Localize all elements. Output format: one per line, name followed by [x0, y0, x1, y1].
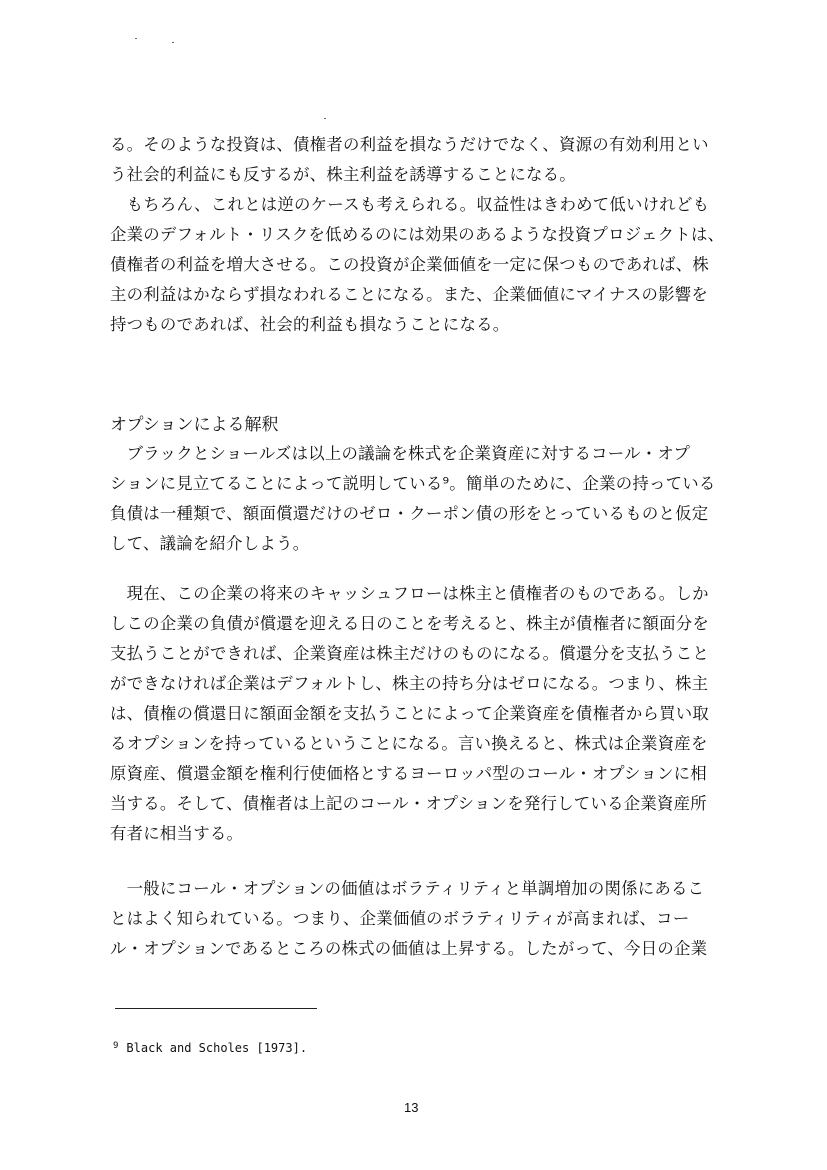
text-line: しこの企業の負債が償還を迎える日のことを考えると、株主が債権者に額面分を	[110, 614, 710, 633]
footnote	[113, 1037, 307, 1057]
text-line: 主の利益はかならず損なわれることになる。また、企業価値にマイナスの影響を	[110, 285, 709, 304]
text-line: は、債権の償還日に額面金額を支払うことによって企業資産を債権者から買い取	[110, 704, 710, 723]
footnote-text: Black and Scholes [1973].	[126, 1041, 308, 1055]
text-line: もちろん、これとは逆のケースも考えられる。収益性はきわめて低いけれども	[110, 195, 710, 214]
text-line: う社会的利益にも反するが、株主利益を誘導することになる。	[110, 165, 576, 184]
text-line: 原資産、償還金額を権利行使価格とするヨーロッパ型のコール・オプションに相	[110, 764, 707, 783]
text-line: 支払うことができれば、企業資産は株主だけのものになる。償還分を支払うこと	[110, 644, 710, 663]
footnote-divider	[115, 1008, 317, 1009]
text-line: 持つものであれば、社会的利益も損なうことになる。	[110, 315, 510, 334]
paragraph-5	[110, 874, 730, 964]
text-line: とはよく知られている。つまり、企業価値のボラティリティが高まれば、コー	[110, 909, 690, 928]
footnote-mark: 9	[113, 1041, 119, 1051]
text-line: る。そのような投資は、債権者の利益を損なうだけでなく、資源の有効利用とい	[110, 135, 709, 154]
scan-speck	[324, 118, 326, 119]
paragraph-4	[110, 579, 730, 849]
text-line: して、議論を紹介しよう。	[110, 534, 310, 553]
scan-speck	[172, 42, 174, 43]
text-line: 現在、この企業の将来のキャッシュフローは株主と債権者のものである。しか	[110, 584, 709, 603]
text-line: るオプションを持っているということになる。言い換えると、株式は企業資産を	[110, 734, 708, 753]
text-line: ル・オプションであるところの株式の価値は上昇する。したがって、今日の企業	[110, 939, 708, 958]
paragraph-3	[110, 439, 730, 559]
paragraph-2	[110, 190, 730, 340]
section-heading: オプションによる解釈	[110, 415, 279, 435]
text-line: ができなければ企業はデフォルトし、株主の持ち分はゼロになる。つまり、株主	[110, 674, 709, 693]
scan-speck	[135, 38, 137, 39]
text-line: 有者に相当する。	[110, 824, 244, 843]
text-line: ションに見立てることによって説明している⁹。簡単のために、企業の持っている	[110, 474, 716, 493]
text-line: 債権者の利益を増大させる。この投資が企業価値を一定に保つものであれば、株	[110, 255, 710, 274]
text-line: 企業のデフォルト・リスクを低めるのには効果のあるような投資プロジェクトは、	[110, 225, 725, 244]
page-number: 13	[404, 1100, 419, 1115]
text-line: 当する。そして、債権者は上記のコール・オプションを発行している企業資産所	[110, 794, 707, 813]
paragraph-1	[110, 130, 730, 190]
text-line: 負債は一種類で、額面償還だけのゼロ・クーポン債の形をとっているものと仮定	[110, 504, 709, 523]
text-line: ブラックとショールズは以上の議論を株式を企業資産に対するコール・オプ	[110, 444, 691, 463]
text-line: 一般にコール・オプションの価値はボラティリティと単調増加の関係にあるこ	[110, 879, 705, 898]
